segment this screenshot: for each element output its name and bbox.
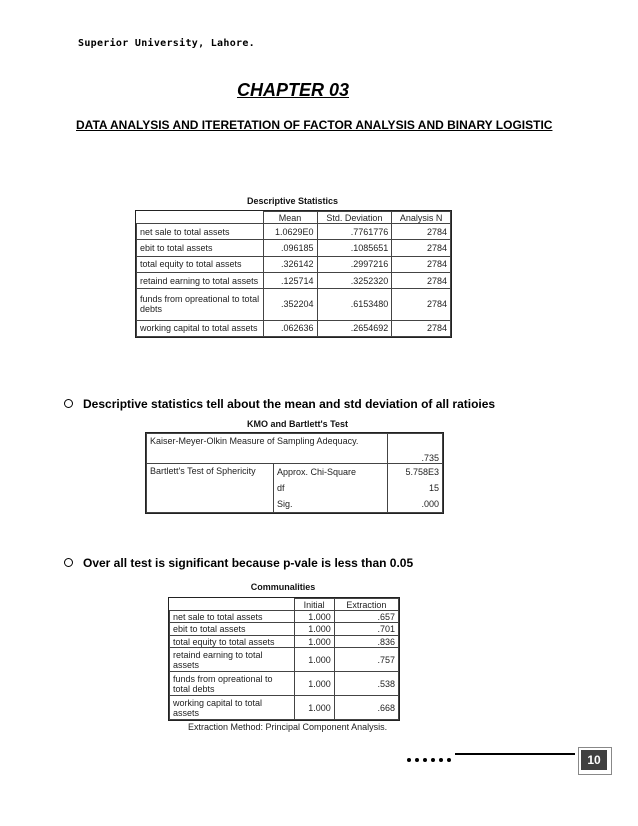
bullet-significance	[64, 556, 413, 570]
table-row	[137, 240, 451, 256]
cell-mean: .326142	[263, 256, 317, 272]
table-row	[170, 635, 399, 647]
table-row	[137, 224, 451, 240]
sig-value: .000	[388, 496, 443, 513]
table-row	[137, 320, 451, 336]
footer-rule	[455, 753, 575, 755]
column-header: Analysis N	[392, 212, 451, 224]
row-label: retaind earning to total assets	[170, 648, 295, 672]
cell-initial: 1.000	[294, 635, 334, 647]
cell-initial: 1.000	[294, 672, 334, 696]
row-label: net sale to total assets	[137, 224, 264, 240]
cell-mean: .096185	[263, 240, 317, 256]
row-label: ebit to total assets	[170, 623, 295, 635]
kmo-title: KMO and Bartlett's Test	[247, 419, 348, 429]
cell-initial: 1.000	[294, 696, 334, 720]
cell-mean: .352204	[263, 289, 317, 320]
chi-value: 5.758E3	[388, 464, 443, 481]
communalities-title: Communalities	[250, 582, 316, 592]
cell-extraction: .668	[334, 696, 398, 720]
descriptive-stats-table	[135, 210, 452, 338]
cell-n: 2784	[392, 289, 451, 320]
communalities-footnote: Extraction Method: Principal Component Analysis.	[188, 722, 388, 732]
communalities-table	[168, 597, 400, 721]
df-value: 15	[388, 480, 443, 496]
cell-extraction: .757	[334, 648, 398, 672]
cell-std: .2997216	[317, 256, 392, 272]
table-row	[170, 648, 399, 672]
table-row	[137, 289, 451, 320]
cell-n: 2784	[392, 256, 451, 272]
cell-std: .2654692	[317, 320, 392, 336]
table-row	[170, 611, 399, 623]
table-row	[137, 273, 451, 289]
row-label: retaind earning to total assets	[137, 273, 264, 289]
table-row	[170, 672, 399, 696]
table-row	[170, 696, 399, 720]
kmo-table	[145, 432, 444, 514]
df-label: df	[274, 480, 388, 496]
cell-extraction: .538	[334, 672, 398, 696]
row-label: total equity to total assets	[137, 256, 264, 272]
cell-initial: 1.000	[294, 623, 334, 635]
kmo-label: Kaiser-Meyer-Olkin Measure of Sampling Adequacy.	[147, 434, 388, 464]
cell-n: 2784	[392, 240, 451, 256]
sig-label: Sig.	[274, 496, 388, 513]
cell-initial: 1.000	[294, 648, 334, 672]
cell-extraction: .657	[334, 611, 398, 623]
kmo-value: .735	[388, 434, 443, 464]
cell-extraction: .836	[334, 635, 398, 647]
cell-mean: .062636	[263, 320, 317, 336]
cell-initial: 1.000	[294, 611, 334, 623]
row-label: funds from opreational to total debts	[170, 672, 295, 696]
footer-dots	[407, 749, 455, 765]
page-number: 10	[581, 750, 607, 770]
row-label: net sale to total assets	[170, 611, 295, 623]
cell-std: .7761776	[317, 224, 392, 240]
row-label: total equity to total assets	[170, 635, 295, 647]
cell-mean: 1.0629E0	[263, 224, 317, 240]
bullet-text: Over all test is significant because p-vale is less than 0.05	[83, 556, 414, 570]
table-row	[137, 256, 451, 272]
descriptive-stats-title: Descriptive Statistics	[246, 196, 339, 206]
row-label: working capital to total assets	[137, 320, 264, 336]
chi-label: Approx. Chi-Square	[274, 464, 388, 481]
bullet-descriptive	[64, 397, 495, 411]
page-header: Superior University, Lahore.	[78, 38, 255, 49]
cell-n: 2784	[392, 320, 451, 336]
table-row	[170, 623, 399, 635]
row-label: working capital to total assets	[170, 696, 295, 720]
bartlett-label: Bartlett's Test of Sphericity	[147, 464, 274, 513]
cell-std: .1085651	[317, 240, 392, 256]
bullet-text: Descriptive statistics tell about the mean and std deviation of all ratioies	[83, 397, 496, 411]
cell-extraction: .701	[334, 623, 398, 635]
column-header: Extraction	[334, 599, 398, 611]
row-label: ebit to total assets	[137, 240, 264, 256]
section-subtitle: DATA ANALYSIS AND ITERETATION OF FACTOR ANALYSIS AND BINARY LOGISTIC	[76, 118, 553, 132]
column-header: Std. Deviation	[317, 212, 392, 224]
cell-n: 2784	[392, 224, 451, 240]
bullet-icon	[64, 558, 73, 567]
row-label: funds from opreational to total debts	[137, 289, 264, 320]
column-header: Mean	[263, 212, 317, 224]
cell-n: 2784	[392, 273, 451, 289]
cell-std: .6153480	[317, 289, 392, 320]
cell-std: .3252320	[317, 273, 392, 289]
column-header: Initial	[294, 599, 334, 611]
chapter-title: CHAPTER 03	[236, 80, 350, 100]
cell-mean: .125714	[263, 273, 317, 289]
bullet-icon	[64, 399, 73, 408]
